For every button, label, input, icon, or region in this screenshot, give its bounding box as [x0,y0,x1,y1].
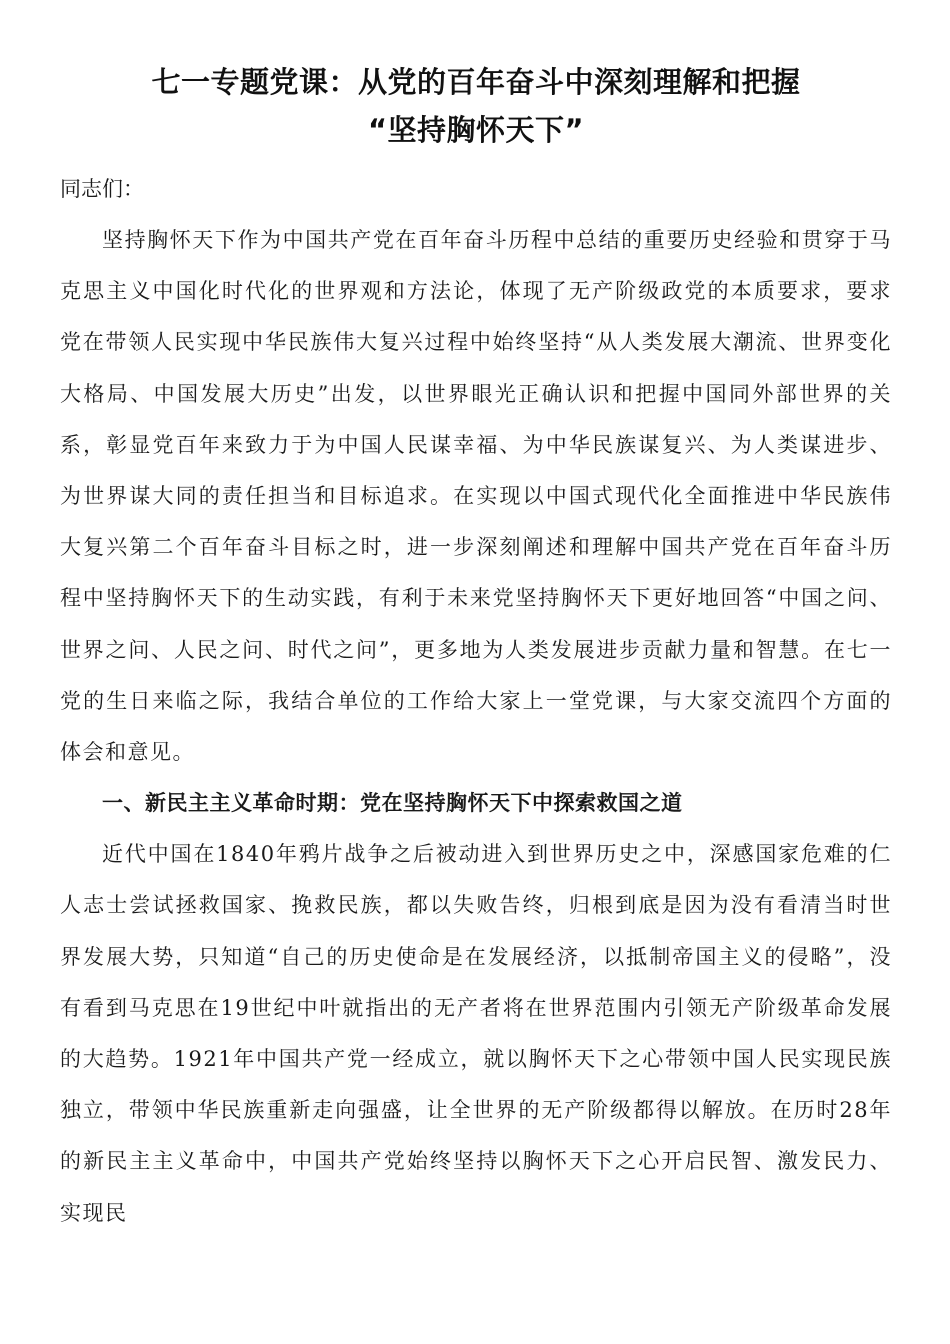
title-line-2: “坚持胸怀天下” [367,113,585,147]
paragraph-intro: 坚持胸怀天下作为中国共产党在百年奋斗历程中总结的重要历史经验和贯穿于马克思主义中国化时代化的世界观和方法论，体现了无产阶级政党的本质要求，要求党在带领人民实现中华民族伟大复兴过程中始终坚持“从人类发展大潮流、世界变化大格局、中国发展大历史”出发，以世界眼光正确认识和把握中国同外部世界的关系，彰显党百年来致力于为中国人民谋幸福、为中华民族谋复兴、为人类谋进步、为世界谋大同的责任担当和目标追求。在实现以中国式现代化全面推进中华民族伟大复兴第二个百年奋斗目标之时，进一步深刻阐述和理解中国共产党在百年奋斗历程中坚持胸怀天下的生动实践，有利于未来党坚持胸怀天下更好地回答“中国之问、世界之问、人民之问、时代之问”，更多地为人类发展进步贡献力量和智慧。在七一党的生日来临之际，我结合单位的工作给大家上一堂党课，与大家交流四个方面的体会和意见。 [60,228,892,765]
document-page [60,58,892,1239]
section-heading-1: 一、新民主主义革命时期：党在坚持胸怀天下中探索救国之道 [102,791,683,816]
document-title [60,58,892,154]
title-line-1: 七一专题党课：从党的百年奋斗中深刻理解和把握 [151,65,801,99]
paragraph-section-1: 近代中国在1840年鸦片战争之后被动进入到世界历史之中，深感国家危难的仁人志士尝试拯救国家、挽救民族，都以失败告终，归根到底是因为没有看清当时世界发展大势，只知道“自己的历史使命是在发展经济，以抵制帝国主义的侵略”，没有看到马克思在19世纪中叶就指出的无产者将在世界范围内引领无产阶级革命发展的大趋势。1921年中国共产党一经成立，就以胸怀天下之心带领中国人民实现民族独立，带领中华民族重新走向强盛，让全世界的无产阶级都得以解放。在历时28年的新民主主义革命中，中国共产党始终坚持以胸怀天下之心开启民智、激发民力、实现民 [60,842,892,1225]
salutation: 同志们： [60,177,144,201]
